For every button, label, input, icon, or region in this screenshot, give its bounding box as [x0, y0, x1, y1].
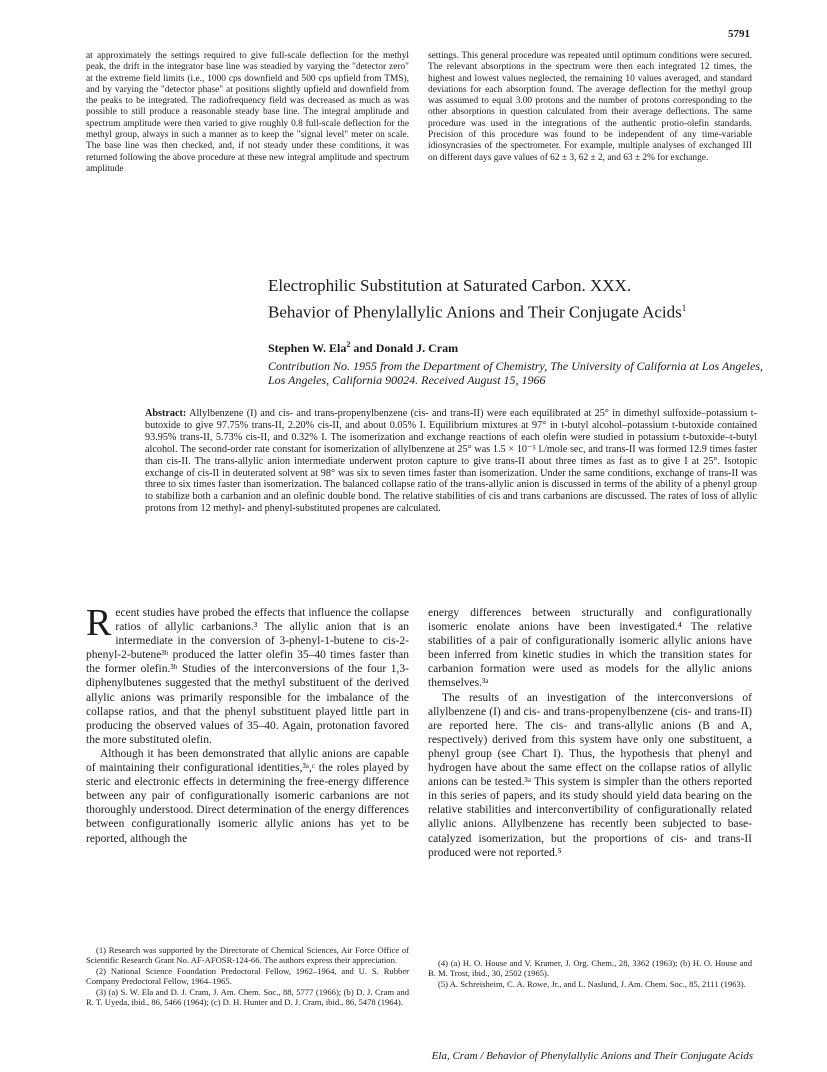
- author-1: Stephen W. Ela: [268, 341, 347, 355]
- author-footnote-mark: 2: [346, 340, 351, 349]
- abstract-text: Allylbenzene (I) and cis- and trans-propenylbenzene (cis- and trans-II) were each equilibrated at 25° in dimethyl sulfoxide–potassium t-butoxide to give 97.75% trans-II, 2.20% cis-II, and about 0.05% I. Equilibrium mixtures at 97° in t-butyl alcohol–potassium t-butoxide contained 93.95% trans-II, 5.73% cis-II, and 0.32% I. The isomerization and exchange reactions of each olefin were studied in potassium t-butoxide–t-butyl alcohol. The second-order rate constant for isomerization of allylbenzene at 25° was 1.5 × 10⁻⁵ l./mole sec, and trans-II was formed 12.9 times faster than cis-II. The trans-allylic anion intermediate underwent proton capture to give trans-II about three times as fast as to give I at 25°. Isotopic exchange of cis-II in deuterated solvent at 98° was six to seven times faster than isomerization. Under the same conditions, exchange of trans-II was three to six times faster than isomerization. The balanced collapse ratio of the trans-allylic anion is discussed in terms of the ability of a phenyl group to stabilize both a carbanion and an olefinic double bond. The relative stabilities of cis and trans carbanions are discussed. The rates of loss of allylic protons from 12 methyl- and phenyl-substituted propenes are calculated.: [145, 408, 757, 515]
- body-paragraph-1: ecent studies have probed the effects that influence the collapse ratios of allylic carbanions.³ The allylic anion that is an intermediate in the conversion of 3-phenyl-1-butene to cis-2-phenyl-2-butene³ᵇ produced the latter olefin 35–40 times faster than the former olefin.³ᵇ Studies of the interconversions of the four 1,3-diphenylbutenes suggested that the methyl substituent of the derived allylic anions was primarily responsible for the imbalance of the collapse ratios, and that the phenyl substituent played little part in producing the observed values of 35–40. Again, protonation favored the more substituted olefin.: [86, 607, 409, 746]
- body-paragraph-3: energy differences between structurally and configurationally isomeric enolate anions have been investigated.⁴ The relative stabilities of a pair of configurationally isomeric allylic anions have been inferred from kinetic studies in which the transition states for carbanion formation were used as models for the allylic anions themselves.³ᵃ: [428, 607, 752, 690]
- page-number: 5791: [728, 28, 750, 40]
- authors: [268, 340, 458, 356]
- drop-cap: R: [86, 602, 112, 644]
- contribution-note: Contribution No. 1955 from the Department of Chemistry, The University of California at Los Angeles, Los Angeles, California 90024. Received August 15, 1966: [268, 359, 763, 387]
- title-line-2-text: Behavior of Phenylallylic Anions and Their Conjugate Acids: [268, 302, 682, 322]
- footnote: (4) (a) H. O. House and V. Kramer, J. Org. Chem., 28, 3362 (1963); (b) H. O. House and B. M. Trost, ibid., 30, 2502 (1965).: [428, 958, 752, 979]
- abstract: [145, 408, 757, 515]
- body-paragraph-4: The results of an investigation of the interconversions of allylbenzene (I) and cis- and trans-propenylbenzene (cis- and trans-II) are reported here. The cis- and trans-allylic anions (B and A, respectively) derived from this system have only one substituent, a phenyl group (see Chart I). Thus, the hypothesis that phenyl and hydrogen have about the same effect on the collapse ratios of allylic anions can be tested.³ᵃ This system is simpler than the others reported in this series of papers, and its study should yield data bearing on the relative stabilities and interconvertibility of configurationally related allylic anions. Allylbenzene has recently been subjected to base-catalyzed isomerization, but the proportions of cis- and trans-II produced were not reported.⁵: [428, 691, 752, 859]
- title-footnote-mark: 1: [681, 303, 687, 313]
- author-2: and Donald J. Cram: [350, 341, 459, 355]
- footnotes-left: [86, 945, 409, 1007]
- footnote: (1) Research was supported by the Directorate of Chemical Sciences, Air Force Office of Scientific Research Grant No. AF-AFOSR-124-66. The authors express their appreciation.: [86, 945, 409, 966]
- running-footer: Ela, Cram / Behavior of Phenylallylic Anions and Their Conjugate Acids: [431, 1050, 753, 1062]
- title-line-1: Electrophilic Substitution at Saturated Carbon. XXX.: [268, 276, 632, 295]
- footnotes-right: [428, 958, 752, 989]
- footnote: (2) National Science Foundation Predoctoral Fellow, 1962–1964, and U. S. Rubber Company Predoctoral Fellow, 1964–1965.: [86, 965, 409, 987]
- article-title: [268, 275, 768, 324]
- top-right-column-text: settings. This general procedure was repeated until optimum conditions were secured. The relevant absorptions in the spectrum were then each integrated 12 times, the highest and lowest values neglected, the remaining 10 values averaged, and standard deviations for each absorption found. The average deflection for the methyl group was assumed to equal 3.00 protons and the number of protons corresponding to the other absorptions in question calculated from their average deflections. The same procedure was used in the integrations of the authentic protio-olefin standards. Precision of this procedure was found to be independent of any time-variable idiosyncrasies of the spectrometer. For example, multiple analyses of exchanged III on different days gave values of 62 ± 3, 62 ± 2, and 63 ± 2% for exchange.: [428, 51, 752, 163]
- footnote: (3) (a) S. W. Ela and D. J. Cram, J. Am. Chem. Soc., 88, 5777 (1966); (b) D. J. Cram and R. T. Uyeda, ibid., 86, 5466 (1964); (c) D. H. Hunter and D. J. Cram, ibid., 86, 5478 (1964).: [86, 986, 409, 1008]
- title-line-2: [268, 297, 768, 324]
- body-left-column: [86, 602, 409, 846]
- top-left-column-text: at approximately the settings required to give full-scale deflection for the methyl peak, the drift in the integrator base line was steadied by varying the "detector zero" at the extreme field limits (i.e., 1000 cps downfield and 500 cps upfield from TMS), and by varying the "detector phase" at positions slightly upfield and downfield from the peaks to be integrated. The radiofrequency field was decreased as much as was possible to still produce a reasonable steady base line. The integral amplitude and spectrum amplitude were then varied to give roughly 0.8 full-scale deflection for the methyl group, always in such a manner as to keep the "signal level" meter on scale. The base line was then checked, and, if not steady under these conditions, it was returned following the above procedure at these new integral amplitude and spectrum amplitude: [86, 51, 409, 174]
- body-right-column: [428, 606, 752, 860]
- body-paragraph-2: Although it has been demonstrated that allylic anions are capable of maintaining their configurational identities,³ᵃ,ᶜ the roles played by steric and electronic effects in determining the free-energy difference between any pair of configurationally isomeric carbanions are not thoroughly understood. Direct determination of the energy differences between configurationally isomeric allylic anions has yet to be reported, although the: [86, 747, 409, 845]
- abstract-label: Abstract:: [145, 408, 187, 419]
- footnote: (5) A. Schreisheim, C. A. Rowe, Jr., and L. Naslund, J. Am. Chem. Soc., 85, 2111 (1963).: [438, 978, 746, 989]
